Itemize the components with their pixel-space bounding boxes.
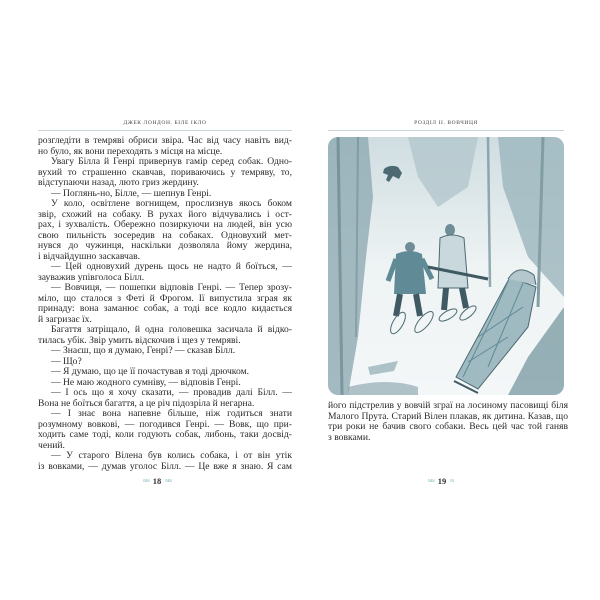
text-line: три роки не бачив свого собаки. Весь цей час той ганяв: [328, 422, 568, 432]
paragraph: [38, 409, 292, 451]
page-number-18: 18: [152, 476, 162, 486]
text-line: чений.: [38, 440, 65, 451]
text-line: — І ось що я хочу сказати, — провадив далі Білл. —: [51, 388, 292, 398]
text-line: свою пильність зосередив на собаках. Одновухий мет-: [38, 230, 292, 241]
text-line: принаду: вона заманює собак, а тоді все кодло кидається: [38, 304, 292, 314]
ornament-icon: ≈≈: [143, 477, 149, 485]
paragraph: [38, 262, 292, 283]
paragraph: [38, 346, 292, 357]
text-line: У коло, освітлене вогнищем, прослизнув якось боком: [51, 199, 292, 209]
text-line: ходить саме тоді, коли годують собак, либонь, таки досвід-: [38, 430, 292, 440]
text-line: — Що?: [51, 356, 82, 367]
paragraph: [38, 189, 292, 200]
ornament-icon: ≈≈: [428, 477, 434, 485]
text-line: з вовками.: [328, 432, 371, 443]
paragraph: [38, 325, 292, 346]
left-page-text: [38, 136, 292, 472]
text-line: — У старого Вілена був колись собака, і от він утік: [51, 451, 292, 461]
paragraph: [38, 136, 292, 157]
text-line: — Цей одновухий дурень щось не надто й боїться, —: [51, 262, 292, 272]
right-header-rule: [328, 130, 564, 131]
text-line: його підстрелив у вовчій зграї на лосиному пасовищі біля: [328, 401, 568, 411]
paragraph: [38, 388, 292, 409]
text-line: — Вовчиця, — пошепки відповів Генрі. — Тепер зрозу-: [51, 283, 292, 293]
text-line: і відчайдушно заскавчав.: [38, 251, 141, 262]
text-line: — Не маю жодного сумніву, — відповів Генрі.: [51, 377, 241, 388]
paragraph: [38, 378, 292, 389]
left-header-rule: [38, 130, 292, 131]
left-running-head: ДЖЕК ЛОНДОН. БІЛЕ ІКЛО: [123, 120, 207, 126]
illustration: [328, 137, 564, 395]
text-line: Малого Прута. Старий Вілен плакав, як дитина. Казав, що: [328, 411, 568, 422]
paragraph: [38, 357, 292, 368]
text-line: міло, що сталося з Феті й Фрогом. Її випустила зграя як: [38, 293, 292, 304]
paragraph: [38, 367, 292, 378]
text-line: Багаття затріщало, й одна головешка засичала й відко-: [51, 325, 292, 335]
text-line: розгледіти в темряві обриси звіра. Час від часу навіть вид-: [38, 136, 292, 146]
text-line: — Знаєш, що я думаю, Генрі? — сказав Білл.: [51, 346, 236, 356]
right-page-text: [328, 401, 568, 443]
text-line: вухий то страшенно скавчав, пориваючись у темряву, то,: [38, 167, 292, 178]
text-line: — Поглянь-но, Білле, — шепнув Генрі.: [51, 188, 212, 199]
page-number-19: 19: [437, 476, 447, 486]
paragraph: [38, 451, 292, 472]
right-page-number: [428, 476, 453, 486]
text-line: звір, схожий на собаку. В рухах його відчувались і ост-: [38, 209, 292, 220]
text-line: — Я думаю, що це її почастував я тоді дрючком.: [51, 367, 250, 377]
paragraph: [38, 199, 292, 262]
ornament-icon: ≈: [450, 477, 454, 485]
paragraph: [38, 157, 292, 189]
text-line: нувся до чужинця, наскільки дозволяла йому жердина,: [38, 241, 292, 251]
text-line: Увагу Білла й Генрі привернув гамір серед собак. Одно-: [51, 157, 292, 167]
right-running-head: РОЗДІЛ ІІ. ВОВЧИЦЯ: [414, 120, 478, 126]
text-line: Вона не боїться багаття, а це річ підозріла й негарна.: [38, 398, 255, 409]
text-line: рах, і зухвалість. Обережно позиркуючи на людей, він усю: [38, 220, 292, 230]
text-line: — І знає вона напевне більше, ніж годиться знати: [51, 409, 292, 419]
paragraph: [328, 401, 568, 443]
text-line: відступаючи назад, люто гриз жердину.: [38, 178, 199, 188]
text-line: й загризає їх.: [38, 314, 92, 325]
text-line: но було, як вони переходять з місця на місце.: [38, 146, 223, 157]
left-page-number: [143, 476, 171, 486]
text-line: тилась убік. Звір умить відскочив і щез у темряві.: [38, 335, 241, 346]
text-line: зауважив упівголоса Білл.: [38, 272, 145, 283]
paragraph: [38, 283, 292, 325]
ornament-icon: ≈≈: [165, 477, 171, 485]
text-line: із вовками, — думав уголос Білл. — Це вже я знаю. Я сам: [38, 461, 292, 472]
text-line: розумному вовкові, — погодився Генрі. — Вовк, що при-: [38, 419, 292, 430]
